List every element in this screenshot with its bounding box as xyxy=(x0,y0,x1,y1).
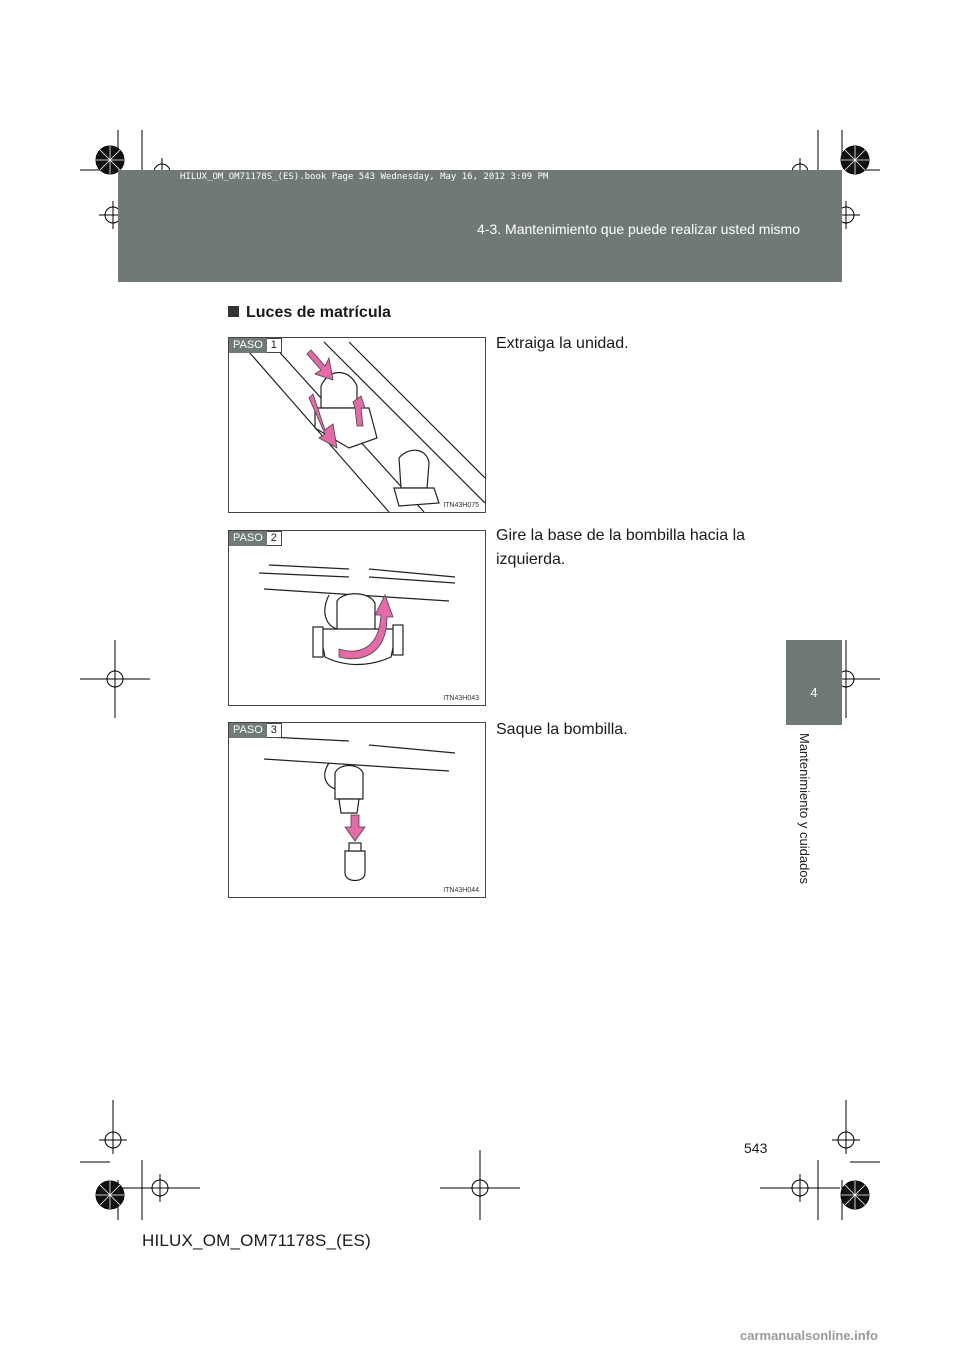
step-1-badge-label: PASO xyxy=(229,338,267,353)
step-1-badge-number: 1 xyxy=(267,338,282,353)
section-heading-text: Luces de matrícula xyxy=(246,304,391,321)
step-3-figure xyxy=(228,722,486,898)
chapter-number: 4 xyxy=(810,685,818,700)
bullet-square-icon xyxy=(228,306,239,317)
step-2-figure xyxy=(228,530,486,706)
step-2-badge xyxy=(229,531,282,546)
step-1-text: Extraiga la unidad. xyxy=(496,335,629,352)
chapter-tab xyxy=(786,640,842,725)
step-2-figure-code: ITN43H043 xyxy=(443,695,479,702)
step-3-text: Saque la bombilla. xyxy=(496,721,628,738)
bulb-removal-illustration xyxy=(229,723,485,897)
chapter-label: Mantenimiento y cuidados xyxy=(797,733,812,885)
section-title: 4-3. Mantenimiento que puede realizar usted mismo xyxy=(477,221,800,237)
step-2-badge-number: 2 xyxy=(267,531,282,546)
step-2-text: Gire la base de la bombilla hacia la izquierda. xyxy=(496,527,746,568)
section-heading xyxy=(228,304,391,322)
step-1-figure-code: ITN43H075 xyxy=(443,502,479,509)
document-code: HILUX_OM_OM71178S_(ES) xyxy=(142,1231,371,1250)
step-3-badge-number: 3 xyxy=(267,723,282,738)
step-3-badge-label: PASO xyxy=(229,723,267,738)
bulb-base-rotate-illustration xyxy=(229,531,485,705)
print-stamp: HILUX_OM_OM71178S_(ES).book Page 543 Wednesday, May 16, 2012 3:09 PM xyxy=(180,172,549,182)
watermark: carmanualsonline.info xyxy=(740,1328,878,1343)
step-1-badge xyxy=(229,338,282,353)
step-2-badge-label: PASO xyxy=(229,531,267,546)
step-1-figure xyxy=(228,337,486,513)
license-light-unit-illustration xyxy=(229,338,485,512)
page-number: 543 xyxy=(744,1140,768,1156)
step-3-figure-code: ITN43H044 xyxy=(443,887,479,894)
step-3-badge xyxy=(229,723,282,738)
